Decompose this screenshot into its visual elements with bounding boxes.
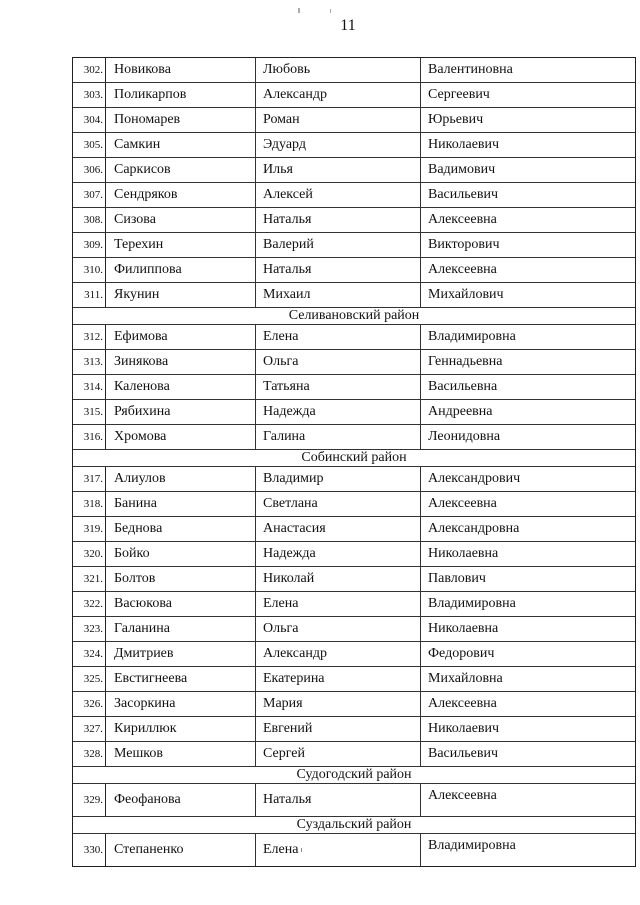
first-name-cell: Наталья: [256, 784, 421, 816]
table-row: [73, 567, 635, 592]
row-number: 315.: [73, 400, 106, 424]
patronymic-cell: Михайловна: [428, 671, 503, 686]
surname-cell: Дмитриев: [106, 642, 256, 666]
first-name-cell: Николай: [256, 567, 421, 591]
row-number: 320.: [73, 542, 106, 566]
table-row: [73, 542, 635, 567]
table-row: [73, 425, 635, 450]
first-name-cell: Надежда: [256, 542, 421, 566]
first-name-cell: Надежда: [256, 400, 421, 424]
surname-cell: Феофанова: [106, 784, 256, 816]
table-row: [73, 133, 635, 158]
patronymic-cell: Алексеевна: [428, 788, 497, 803]
table-row: [73, 642, 635, 667]
surname-cell: Пономарев: [106, 108, 256, 132]
patronymic-cell: Николаевич: [428, 721, 500, 736]
section-header: Суздальский район: [73, 817, 635, 834]
surname-cell: Беднова: [106, 517, 256, 541]
row-number: 308.: [73, 208, 106, 232]
table-row: [73, 258, 635, 283]
table-row: [73, 717, 635, 742]
table-row: [73, 517, 635, 542]
table-row: [73, 784, 635, 817]
patronymic-cell: Сергеевич: [428, 87, 490, 102]
row-number: 302.: [73, 58, 106, 82]
surname-cell: Сизова: [106, 208, 256, 232]
first-name-cell: Наталья: [256, 258, 421, 282]
surname-cell: Терехин: [106, 233, 256, 257]
patronymic-cell: Леонидовна: [428, 429, 501, 444]
surname-cell: Сендряков: [106, 183, 256, 207]
patronymic-cell: Алексеевна: [428, 262, 497, 277]
first-name-cell: Евгений: [256, 717, 421, 741]
first-name-cell: Екатерина: [256, 667, 421, 691]
patronymic-cell: Геннадьевна: [428, 354, 503, 369]
first-name-cell: Любовь: [256, 58, 421, 82]
first-name-cell: Татьяна: [256, 375, 421, 399]
surname-cell: Кириллюк: [106, 717, 256, 741]
first-name-cell: Галина: [256, 425, 421, 449]
table-row: [73, 692, 635, 717]
patronymic-cell: Алексеевна: [428, 696, 497, 711]
patronymic-cell: Алексеевна: [428, 496, 497, 511]
first-name-cell: Михаил: [256, 283, 421, 307]
patronymic-cell: Алексеевна: [428, 212, 497, 227]
surname-cell: Васюкова: [106, 592, 256, 616]
surname-cell: Алиулов: [106, 467, 256, 491]
row-number: 323.: [73, 617, 106, 641]
row-number: 330.: [73, 834, 106, 866]
first-name-cell: Владимир: [256, 467, 421, 491]
patronymic-cell: Васильевич: [428, 187, 498, 202]
patronymic-cell: Николаевна: [428, 621, 499, 636]
surname-cell: Хромова: [106, 425, 256, 449]
scan-mark: [301, 848, 302, 852]
row-number: 325.: [73, 667, 106, 691]
first-name-cell: Алексей: [256, 183, 421, 207]
patronymic-cell: Павлович: [428, 571, 486, 586]
row-number: 305.: [73, 133, 106, 157]
patronymic-cell: Николаевна: [428, 546, 499, 561]
first-name-cell: Александр: [256, 83, 421, 107]
surname-cell: Засоркина: [106, 692, 256, 716]
table-row: [73, 183, 635, 208]
patronymic-cell: Владимировна: [428, 596, 516, 611]
row-number: 322.: [73, 592, 106, 616]
patronymic-cell: Валентиновна: [428, 62, 513, 77]
scan-mark: [330, 9, 331, 13]
surname-cell: Новикова: [106, 58, 256, 82]
row-number: 314.: [73, 375, 106, 399]
surname-cell: Самкин: [106, 133, 256, 157]
row-number: 319.: [73, 517, 106, 541]
row-number: 327.: [73, 717, 106, 741]
row-number: 321.: [73, 567, 106, 591]
table-row: [73, 400, 635, 425]
first-name-cell: Александр: [256, 642, 421, 666]
row-number: 312.: [73, 325, 106, 349]
first-name-cell: Елена: [256, 325, 421, 349]
table-row: [73, 592, 635, 617]
row-number: 316.: [73, 425, 106, 449]
surname-cell: Филиппова: [106, 258, 256, 282]
surname-cell: Каленова: [106, 375, 256, 399]
table-row: [73, 350, 635, 375]
patronymic-cell: Владимировна: [428, 838, 516, 853]
table-row: [73, 208, 635, 233]
first-name-cell: Илья: [256, 158, 421, 182]
table-row: [73, 834, 635, 866]
row-number: 303.: [73, 83, 106, 107]
first-name-cell: Эдуард: [256, 133, 421, 157]
patronymic-cell: Александрович: [428, 471, 521, 486]
table-row: [73, 375, 635, 400]
patronymic-cell: Александровна: [428, 521, 520, 536]
row-number: 306.: [73, 158, 106, 182]
first-name-cell: Анастасия: [256, 517, 421, 541]
first-name-cell: Елена: [256, 592, 421, 616]
first-name-cell: Мария: [256, 692, 421, 716]
row-number: 329.: [73, 784, 106, 816]
surname-cell: Поликарпов: [106, 83, 256, 107]
patronymic-cell: Юрьевич: [428, 112, 484, 127]
row-number: 309.: [73, 233, 106, 257]
surname-cell: Бойко: [106, 542, 256, 566]
row-number: 307.: [73, 183, 106, 207]
first-name-cell: Светлана: [256, 492, 421, 516]
patronymic-cell: Федорович: [428, 646, 495, 661]
surname-cell: Ефимова: [106, 325, 256, 349]
page-number: 11: [340, 17, 356, 34]
surname-cell: Евстигнеева: [106, 667, 256, 691]
table-row: [73, 233, 635, 258]
surname-cell: Галанина: [106, 617, 256, 641]
first-name-cell: Роман: [256, 108, 421, 132]
table-row: [73, 467, 635, 492]
surname-cell: Зинякова: [106, 350, 256, 374]
row-number: 310.: [73, 258, 106, 282]
patronymic-cell: Николаевич: [428, 137, 500, 152]
table-row: [73, 667, 635, 692]
patronymic-cell: Васильевна: [428, 379, 498, 394]
table-row: [73, 108, 635, 133]
row-number: 324.: [73, 642, 106, 666]
row-number: 326.: [73, 692, 106, 716]
table-row: [73, 283, 635, 308]
table-row: [73, 492, 635, 517]
first-name-cell: Наталья: [256, 208, 421, 232]
surname-cell: Рябихина: [106, 400, 256, 424]
surname-cell: Мешков: [106, 742, 256, 766]
surname-cell: Банина: [106, 492, 256, 516]
surname-cell: Болтов: [106, 567, 256, 591]
table-row: [73, 58, 635, 83]
table-row: [73, 83, 635, 108]
section-header: Собинский район: [73, 450, 635, 467]
patronymic-cell: Владимировна: [428, 329, 516, 344]
row-number: 313.: [73, 350, 106, 374]
first-name-cell: Сергей: [256, 742, 421, 766]
surname-cell: Якунин: [106, 283, 256, 307]
patronymic-cell: Васильевич: [428, 746, 498, 761]
table-row: [73, 158, 635, 183]
row-number: 317.: [73, 467, 106, 491]
first-name-cell: Елена: [256, 834, 421, 866]
first-name-cell: Валерий: [256, 233, 421, 257]
patronymic-cell: Михайлович: [428, 287, 504, 302]
row-number: 318.: [73, 492, 106, 516]
patronymic-cell: Викторович: [428, 237, 500, 252]
surname-cell: Саркисов: [106, 158, 256, 182]
row-number: 304.: [73, 108, 106, 132]
table-row: [73, 742, 635, 767]
table-row: [73, 325, 635, 350]
section-header: Селивановский район: [73, 308, 635, 325]
row-number: 311.: [73, 283, 106, 307]
table-row: [73, 617, 635, 642]
personnel-table: [72, 57, 636, 867]
patronymic-cell: Вадимович: [428, 162, 496, 177]
first-name-cell: Ольга: [256, 617, 421, 641]
patronymic-cell: Андреевна: [428, 404, 493, 419]
row-number: 328.: [73, 742, 106, 766]
section-header: Судогодский район: [73, 767, 635, 784]
surname-cell: Степаненко: [106, 834, 256, 866]
scan-mark: [298, 8, 300, 13]
first-name-cell: Ольга: [256, 350, 421, 374]
